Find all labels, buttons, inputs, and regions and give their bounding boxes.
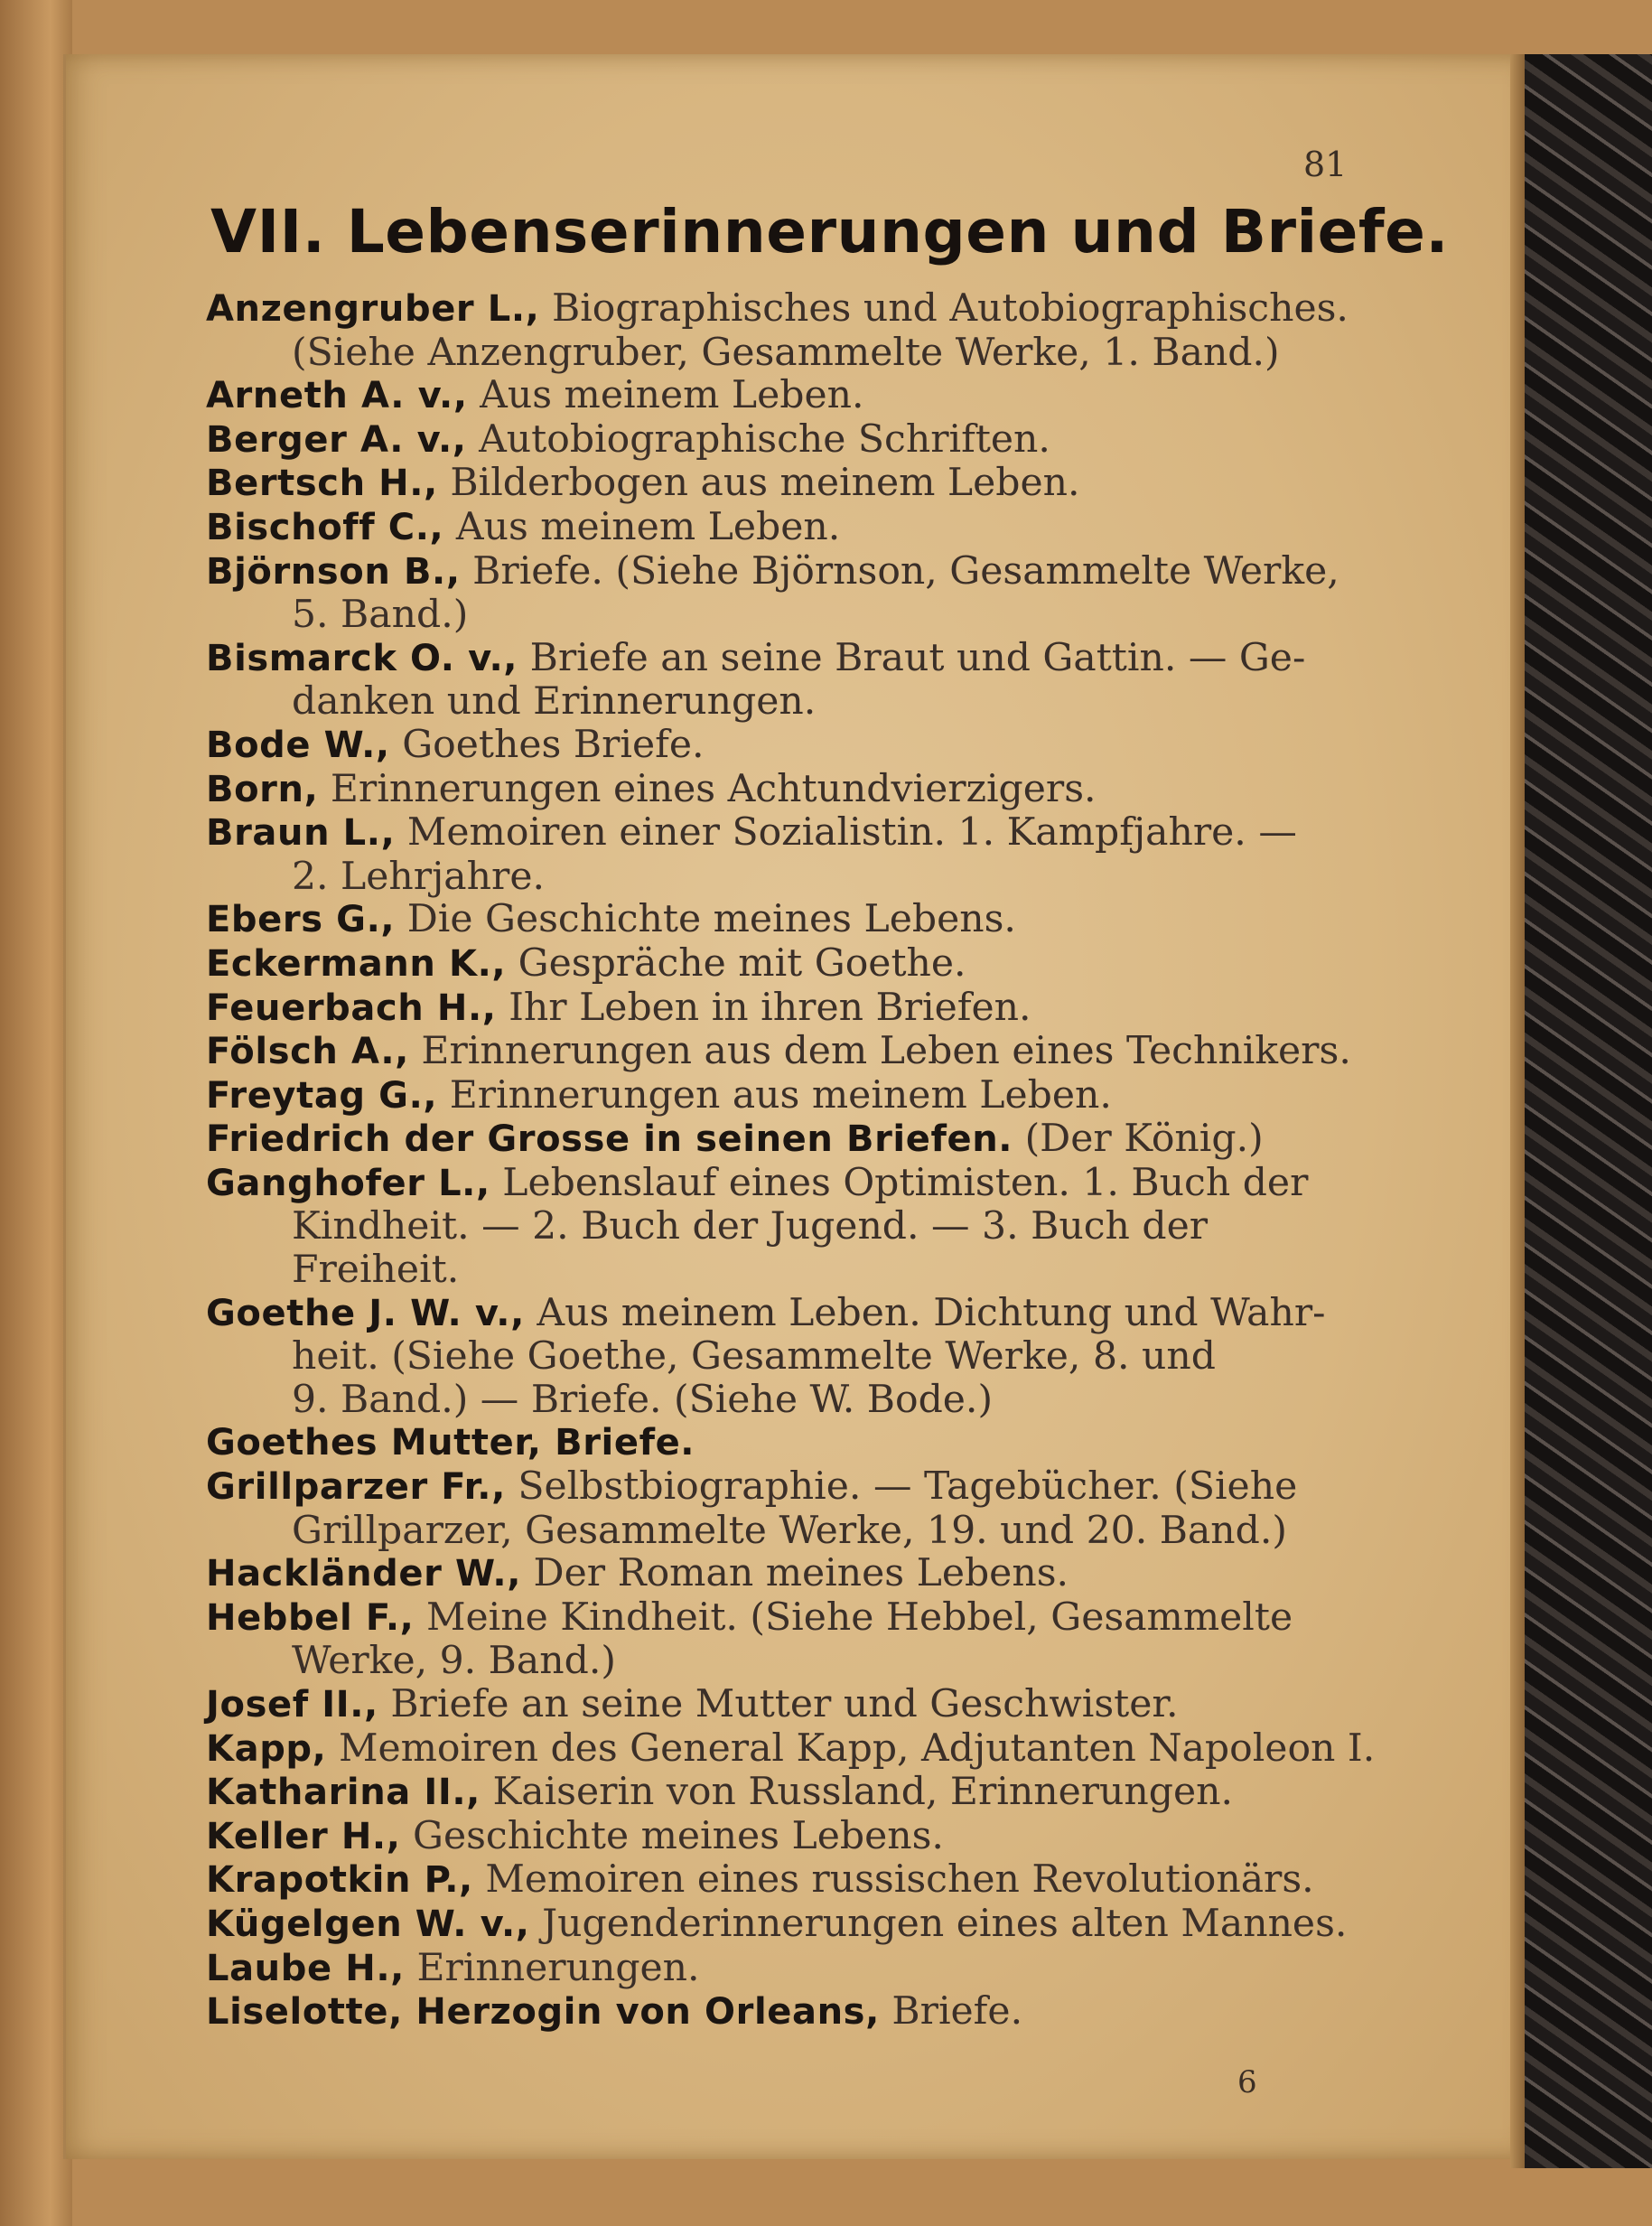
page-edges	[1510, 54, 1525, 2168]
bibliography-entry	[206, 1162, 1344, 1292]
entry-first-line	[206, 1858, 1344, 1903]
bibliography-entry	[206, 1596, 1344, 1683]
entry-text: Briefe. (Siehe Björnson, Gesammelte Werke,	[472, 548, 1339, 594]
bibliography-entry	[206, 1726, 1376, 1772]
entry-first-line	[206, 768, 1344, 812]
bibliography-entry	[206, 1029, 1351, 1074]
entry-first-line	[206, 1947, 1344, 1991]
entry-first-line	[206, 724, 1344, 768]
entry-author: Keller H.,	[206, 1815, 401, 1857]
entry-author: Feuerbach H.,	[206, 987, 497, 1029]
bibliography-entry	[206, 462, 1344, 506]
entry-text: Erinnerungen aus dem Leben eines Technikers.	[421, 1029, 1351, 1074]
entry-text: 5. Band.)	[292, 593, 469, 638]
entry-first-line	[206, 550, 1344, 594]
entry-text: Erinnerungen.	[416, 1945, 700, 1990]
entry-author: Hackländer W.,	[206, 1553, 522, 1595]
entry-first-line	[206, 1421, 1344, 1465]
entry-author: Bischoff C.,	[206, 506, 444, 548]
entry-author: Krapotkin P.,	[206, 1859, 473, 1902]
entry-author: Ebers G.,	[206, 899, 396, 941]
entry-author: Kapp,	[206, 1727, 327, 1770]
entry-continuation-line	[206, 1335, 1344, 1379]
entry-author: Björnson B.,	[206, 550, 461, 593]
entry-author: Bismarck O. v.,	[206, 637, 518, 679]
entry-text: (Der König.)	[1024, 1117, 1264, 1162]
section-heading: VII. Lebenserinnerungen und Briefe.	[210, 197, 1449, 267]
entry-first-line	[206, 1815, 1344, 1859]
entry-continuation-line	[206, 1379, 1344, 1422]
entry-text: Memoiren des General Kapp, Adjutanten Napoleon I.	[338, 1726, 1376, 1771]
bibliography-entry	[206, 1292, 1344, 1422]
entry-first-line	[206, 1683, 1344, 1727]
bibliography-list	[206, 286, 1376, 2034]
entry-author: Fölsch A.,	[206, 1031, 409, 1073]
entry-author: Liselotte, Herzogin von Orleans,	[206, 1991, 880, 2034]
bibliography-entry	[206, 1947, 1344, 1991]
entry-text: Biographisches und Autobiographisches.	[551, 286, 1349, 331]
entry-text: Aus meinem Leben.	[455, 504, 841, 549]
entry-first-line	[206, 1901, 1348, 1947]
entry-text: Briefe.	[891, 1989, 1023, 2034]
entry-first-line	[206, 1118, 1344, 1162]
entry-author: Ganghofer L.,	[206, 1162, 490, 1204]
entry-continuation-line	[206, 680, 1344, 724]
entry-text: Selbstbiographie. — Tagebücher. (Siehe	[518, 1464, 1298, 1510]
bibliography-entry	[206, 1465, 1344, 1552]
entry-continuation-line	[206, 1249, 1344, 1292]
bibliography-entry	[206, 374, 1344, 418]
entry-text: Der Roman meines Lebens.	[533, 1551, 1069, 1596]
bibliography-entry	[206, 942, 1344, 987]
entry-continuation-line	[206, 1510, 1344, 1553]
entry-author: Josef II.,	[206, 1684, 378, 1726]
entry-first-line	[206, 987, 1344, 1031]
entry-text: Erinnerungen aus meinem Leben.	[449, 1072, 1112, 1118]
bibliography-entry	[206, 418, 1344, 463]
book-spine	[0, 0, 72, 2226]
entry-text: Grillparzer, Gesammelte Werke, 19. und 20. Band.)	[292, 1508, 1287, 1553]
entry-text: Aus meinem Leben.	[480, 373, 864, 418]
entry-continuation-line	[206, 332, 1344, 375]
entry-first-line	[206, 898, 1344, 942]
entry-text: 2. Lehrjahre.	[292, 854, 545, 899]
entry-author: Goethes Mutter, Briefe.	[206, 1422, 695, 1464]
entry-text: Jugenderinnerungen eines alten Mannes.	[542, 1901, 1348, 1946]
signature-mark: 6	[1237, 2064, 1257, 2100]
entry-author: Anzengruber L.,	[206, 288, 540, 330]
entry-author: Eckermann K.,	[206, 942, 507, 985]
entry-text: Meine Kindheit. (Siehe Hebbel, Gesammelte	[426, 1595, 1293, 1640]
entry-author: Bertsch H.,	[206, 463, 438, 505]
bibliography-entry	[206, 286, 1349, 375]
entry-first-line	[206, 942, 1344, 987]
entry-text: Gespräche mit Goethe.	[518, 940, 966, 986]
entry-first-line	[206, 1726, 1376, 1772]
entry-first-line	[206, 462, 1344, 506]
bibliography-entry	[206, 1683, 1344, 1727]
bibliography-entry	[206, 811, 1344, 898]
entry-continuation-line	[206, 1640, 1344, 1683]
entry-text: Kindheit. — 2. Buch der Jugend. — 3. Buch der	[292, 1204, 1209, 1249]
entry-first-line	[206, 1596, 1344, 1641]
entry-text: Werke, 9. Band.)	[292, 1639, 616, 1684]
entry-text: Goethes Briefe.	[402, 722, 705, 767]
entry-author: Arneth A. v.,	[206, 375, 468, 417]
entry-text: (Siehe Anzengruber, Gesammelte Werke, 1. Band.)	[292, 330, 1280, 375]
entry-first-line	[206, 1292, 1344, 1336]
entry-author: Hebbel F.,	[206, 1596, 415, 1639]
entry-text: heit. (Siehe Goethe, Gesammelte Werke, 8. und	[292, 1334, 1216, 1380]
entry-first-line	[206, 286, 1349, 332]
entry-continuation-line	[206, 856, 1344, 899]
entry-first-line	[206, 1465, 1344, 1510]
entry-author: Friedrich der Grosse in seinen Briefen.	[206, 1118, 1013, 1161]
entry-author: Katharina II.,	[206, 1772, 481, 1814]
entry-author: Freytag G.,	[206, 1074, 438, 1117]
entry-first-line	[206, 374, 1344, 418]
bibliography-entry	[206, 768, 1344, 812]
bibliography-entry	[206, 1901, 1348, 1947]
bibliography-entry	[206, 724, 1344, 768]
entry-first-line	[206, 1074, 1344, 1118]
bibliography-entry	[206, 898, 1344, 942]
entry-author: Grillparzer Fr.,	[206, 1466, 506, 1509]
entry-text: Kaiserin von Russland, Erinnerungen.	[492, 1770, 1234, 1815]
bibliography-entry	[206, 1552, 1344, 1596]
entry-first-line	[206, 1990, 1344, 2034]
entry-text: Die Geschichte meines Lebens.	[406, 897, 1016, 942]
bibliography-entry	[206, 550, 1344, 637]
bibliography-entry	[206, 1421, 1344, 1465]
entry-text: Memoiren einer Sozialistin. 1. Kampfjahre. —	[406, 810, 1297, 856]
entry-first-line	[206, 811, 1344, 856]
bibliography-entry	[206, 1815, 1344, 1859]
entry-text: Freiheit.	[292, 1248, 460, 1293]
entry-first-line	[206, 1029, 1351, 1074]
page-number: 81	[1303, 145, 1348, 184]
entry-author: Born,	[206, 768, 319, 810]
entry-author: Braun L.,	[206, 812, 396, 855]
entry-author: Laube H.,	[206, 1947, 405, 1989]
entry-text: Memoiren eines russischen Revolutionärs.	[485, 1857, 1314, 1903]
entry-first-line	[206, 1162, 1344, 1206]
entry-text: Briefe an seine Mutter und Geschwister.	[390, 1682, 1179, 1726]
bibliography-entry	[206, 987, 1344, 1031]
entry-text: Bilderbogen aus meinem Leben.	[450, 461, 1080, 506]
entry-first-line	[206, 1771, 1344, 1815]
bibliography-entry	[206, 1118, 1344, 1162]
bibliography-entry	[206, 637, 1344, 724]
entry-text: Erinnerungen eines Achtundvierzigers.	[330, 766, 1097, 811]
entry-first-line	[206, 1552, 1344, 1596]
bibliography-entry	[206, 1990, 1344, 2034]
entry-first-line	[206, 637, 1344, 681]
entry-continuation-line	[206, 594, 1344, 637]
entry-author: Goethe J. W. v.,	[206, 1292, 525, 1334]
entry-author: Kügelgen W. v.,	[206, 1903, 530, 1945]
entry-text: Ihr Leben in ihren Briefen.	[509, 985, 1031, 1030]
entry-continuation-line	[206, 1205, 1344, 1249]
bibliography-entry	[206, 1074, 1344, 1118]
entry-text: Autobiographische Schriften.	[479, 416, 1050, 462]
entry-text: Lebenslauf eines Optimisten. 1. Buch der	[502, 1160, 1309, 1205]
entry-first-line	[206, 418, 1344, 463]
entry-author: Berger A. v.,	[206, 418, 467, 461]
bibliography-entry	[206, 1771, 1344, 1815]
entry-first-line	[206, 506, 1344, 550]
entry-text: Briefe an seine Braut und Gattin. — Ge-	[529, 635, 1306, 680]
entry-text: Aus meinem Leben. Dichtung und Wahr-	[537, 1290, 1326, 1335]
bibliography-entry	[206, 1858, 1344, 1903]
bibliography-entry	[206, 506, 1344, 550]
marbled-cover-board	[1525, 54, 1652, 2168]
entry-author: Bode W.,	[206, 724, 390, 766]
entry-text: danken und Erinnerungen.	[292, 679, 817, 725]
entry-text: 9. Band.) — Briefe. (Siehe W. Bode.)	[292, 1377, 994, 1422]
entry-text: Geschichte meines Lebens.	[413, 1813, 944, 1858]
